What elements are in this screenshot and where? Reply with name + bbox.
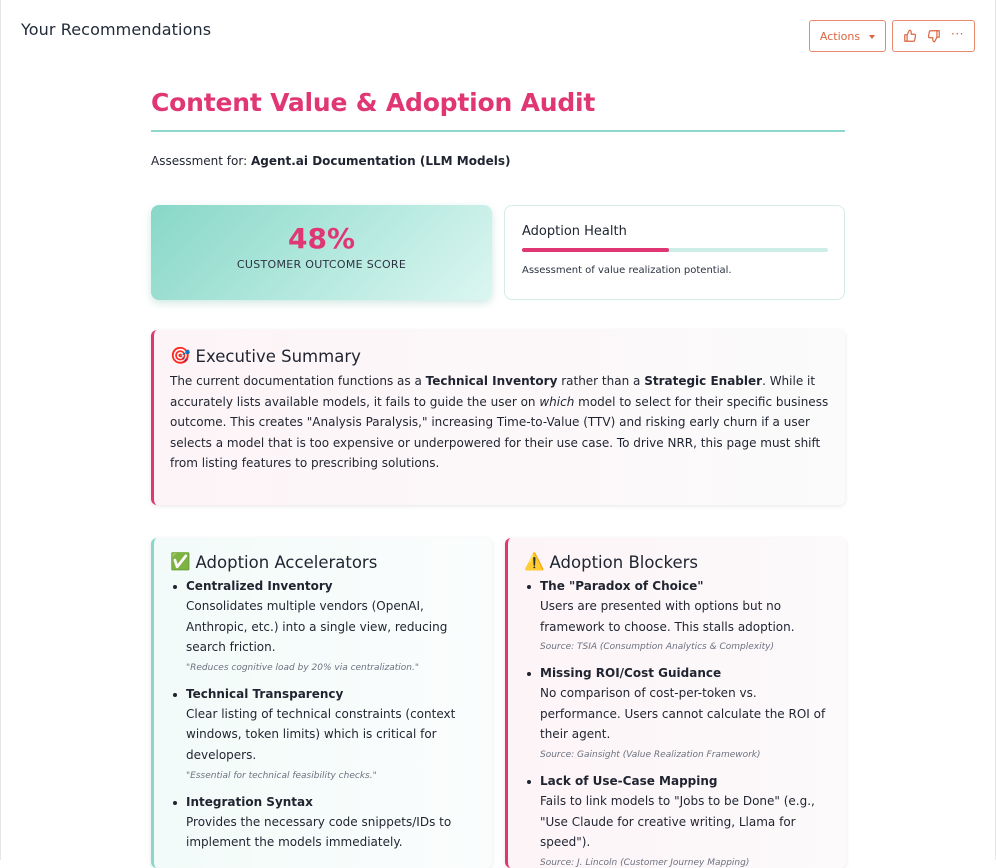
- summary-text: The current documentation functions as a Technical Inventory rather than a Strategic Enabler. While it accurately lists available models, it fails to guide the user on which model to select for their specific business outcome. This creates "Analysis Paralysis," increasing Time-to-Value (TTV) and risking early churn if a user selects a model that is too expensive or underpowered for their use case. To drive NRR, this page must shift from listing features to prescribing solutions.: [170, 374, 829, 471]
- check-icon: ✅: [170, 552, 191, 571]
- assessment-line: Assessment for: Agent.ai Documentation (LLM Models): [151, 154, 511, 168]
- assessment-subject: Agent.ai Documentation (LLM Models): [250, 154, 511, 168]
- health-progress-bar: [522, 248, 828, 252]
- accelerators-heading: [170, 552, 480, 572]
- blockers-heading: [524, 552, 834, 572]
- target-icon: 🎯: [170, 346, 191, 365]
- list-item: Lack of Use-Case Mapping Fails to link models to "Jobs to be Done" (e.g., "Use Claude for creative writing, Llama for speed"). Source: J. Lincoln (Customer Journey Mapping): [524, 773, 834, 868]
- health-title: Adoption Health: [522, 224, 627, 239]
- blockers-title: Adoption Blockers: [549, 552, 699, 572]
- caret-down-icon: [869, 35, 875, 39]
- health-progress-fill: [522, 248, 669, 252]
- list-item: Centralized Inventory Consolidates multiple vendors (OpenAI, Anthropic, etc.) into a single view, reducing search friction. "Reduces cognitive load by 20% via centralization.": [170, 578, 480, 673]
- score-label: CUSTOMER OUTCOME SCORE: [236, 258, 407, 271]
- blockers-list: [524, 578, 834, 868]
- title-divider: [151, 130, 845, 132]
- accelerators-title: Adoption Accelerators: [195, 552, 378, 572]
- document-header: [151, 88, 845, 168]
- feedback-group: [892, 20, 975, 52]
- customer-outcome-score-card: [151, 205, 492, 300]
- actions-dropdown-button[interactable]: [809, 20, 886, 52]
- warning-icon: ⚠️: [524, 552, 545, 571]
- page-header-title: Your Recommendations: [21, 20, 212, 39]
- adoption-blockers-card: [505, 538, 846, 868]
- list-item: The "Paradox of Choice" Users are presented with options but no framework to choose. This stalls adoption. Source: TSIA (Consumption Analytics & Complexity): [524, 578, 834, 652]
- accelerators-list: [170, 578, 480, 853]
- more-options-icon[interactable]: ···: [951, 26, 964, 41]
- list-item: Technical Transparency Clear listing of technical constraints (context windows, token limits) which is critical for developers. "Essential for technical feasibility checks.": [170, 686, 480, 781]
- document-title: Content Value & Adoption Audit: [151, 88, 596, 117]
- score-value: 48%: [287, 222, 356, 255]
- list-item: Integration Syntax Provides the necessary code snippets/IDs to implement the models immediately.: [170, 794, 480, 853]
- thumbs-down-icon[interactable]: [927, 29, 941, 43]
- summary-heading: [170, 346, 830, 366]
- adoption-accelerators-card: [151, 538, 492, 868]
- actions-label: Actions: [819, 29, 861, 43]
- summary-title: Executive Summary: [195, 346, 361, 366]
- health-description: Assessment of value realization potential.: [522, 265, 732, 276]
- list-item: Missing ROI/Cost Guidance No comparison of cost-per-token vs. performance. Users cannot calculate the ROI of their agent. Source: Gainsight (Value Realization Framework): [524, 665, 834, 760]
- executive-summary-card: [151, 330, 845, 505]
- thumbs-up-icon[interactable]: [903, 29, 917, 43]
- adoption-health-card: [504, 205, 845, 300]
